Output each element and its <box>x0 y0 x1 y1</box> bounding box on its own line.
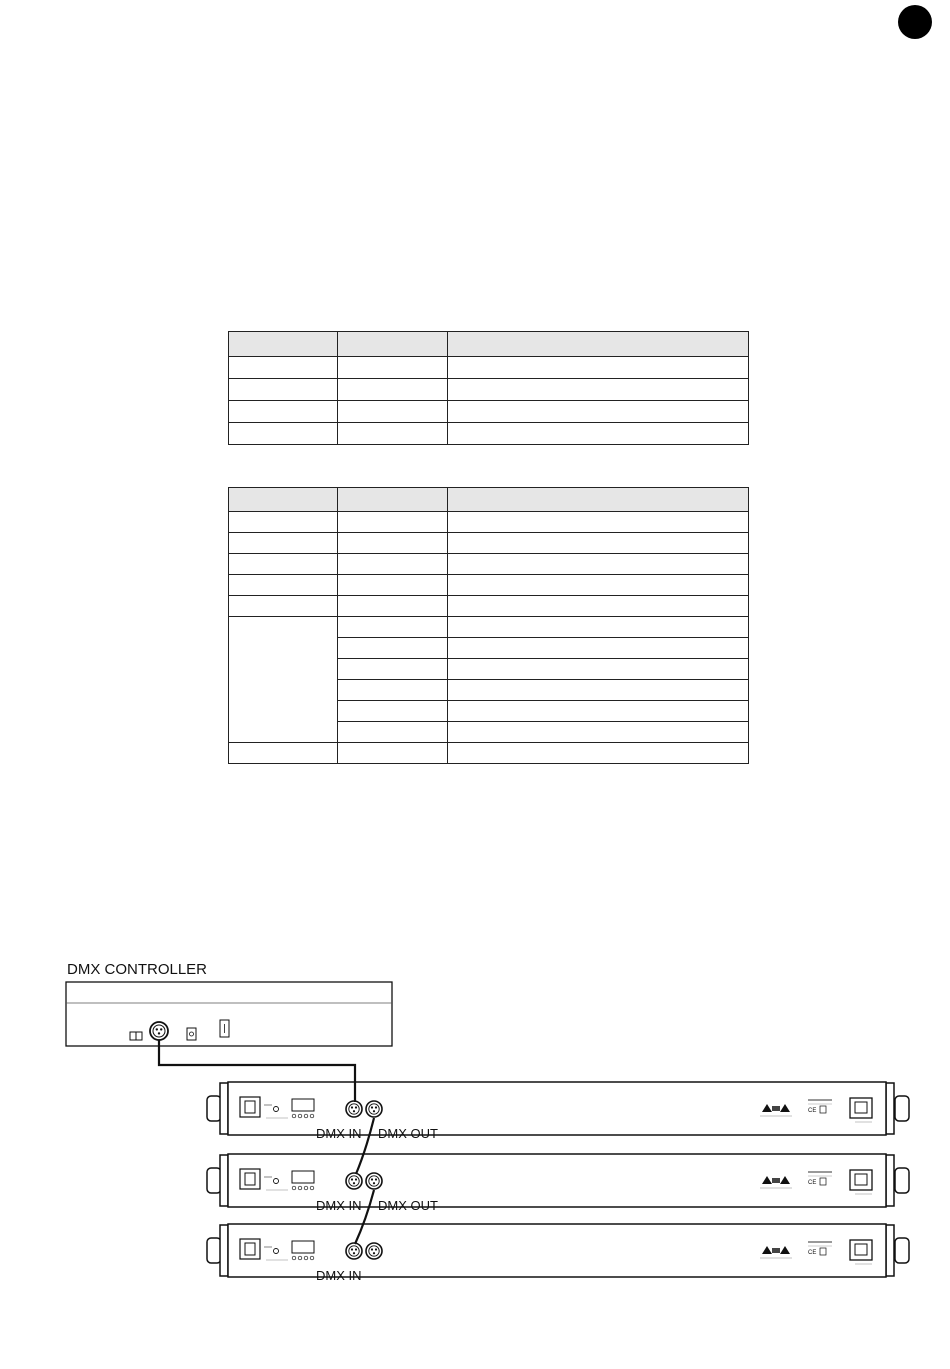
dmx-device-2 <box>207 1154 909 1207</box>
dmx-in-connector <box>346 1243 362 1259</box>
device-1-dmx-out-label: DMX OUT <box>378 1126 438 1141</box>
dmx-in-connector <box>346 1173 362 1189</box>
dmx-in-connector <box>346 1101 362 1117</box>
dmx-controller <box>66 982 392 1046</box>
dmx-connection-diagram: CE <box>0 0 950 1369</box>
device-2-dmx-out-label: DMX OUT <box>378 1198 438 1213</box>
dmx-out-connector <box>366 1101 382 1117</box>
dmx-device-3 <box>207 1224 909 1277</box>
dmx-device-1 <box>207 1082 909 1135</box>
controller-label: DMX CONTROLLER <box>67 961 208 978</box>
dmx-out-connector <box>366 1243 382 1259</box>
device-2-dmx-in-label: DMX IN <box>316 1198 362 1213</box>
dmx-out-connector <box>366 1173 382 1189</box>
device-1-dmx-in-label: DMX IN <box>316 1126 362 1141</box>
device-3-dmx-in-label: DMX IN <box>316 1268 362 1283</box>
